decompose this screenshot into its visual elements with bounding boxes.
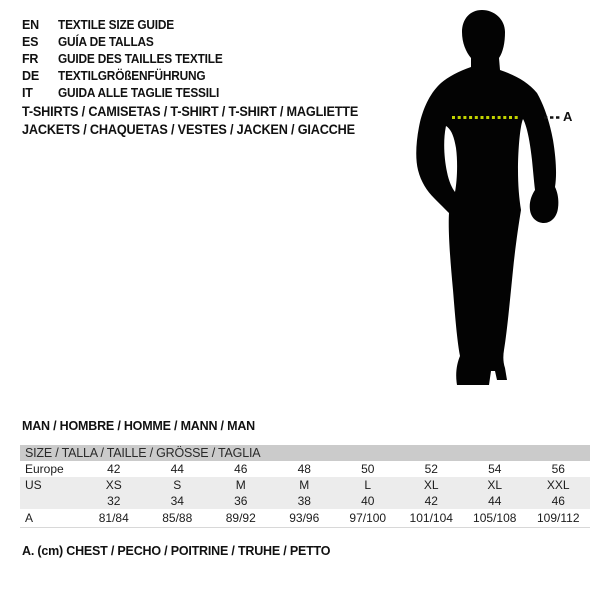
table-cell: S <box>173 478 182 492</box>
table-row-chest-a <box>20 509 590 527</box>
lang-row-fr <box>22 50 231 67</box>
table-cell: XL <box>423 478 439 492</box>
table-cell: 36 <box>234 494 248 508</box>
table-cell: 81/84 <box>98 511 129 525</box>
table-row-numeric <box>20 493 590 509</box>
table-cell: 93/96 <box>289 511 320 525</box>
table-cell: 97/100 <box>349 511 387 525</box>
size-table-header: SIZE / TALLA / TAILLE / GRÖSSE / TAGLIA <box>20 445 590 461</box>
table-cell: 50 <box>361 462 375 476</box>
table-cell: M <box>299 478 310 492</box>
table-cell: 42 <box>107 462 121 476</box>
lang-label: TEXTILGRÖßENFÜHRUNG <box>58 68 206 83</box>
table-cell: 46 <box>551 494 565 508</box>
row-label: Europe <box>25 462 64 476</box>
table-cell: 32 <box>107 494 121 508</box>
table-cell: 44 <box>488 494 502 508</box>
man-silhouette-body <box>416 10 558 385</box>
lang-row-es <box>22 33 231 50</box>
lang-code: IT <box>22 85 33 100</box>
lang-code: EN <box>22 17 39 32</box>
table-cell: XL <box>487 478 503 492</box>
table-cell: XXL <box>546 478 570 492</box>
table-cell: L <box>364 478 372 492</box>
table-cell: 54 <box>488 462 502 476</box>
category-jackets: JACKETS / CHAQUETAS / VESTES / JACKEN / GIACCHE <box>22 122 355 137</box>
table-cell: 109/112 <box>537 511 580 525</box>
table-cell: 52 <box>424 462 438 476</box>
lang-label: GUÍA DE TALLAS <box>58 34 154 49</box>
table-cell: 101/104 <box>409 511 453 525</box>
table-cell: XS <box>105 478 122 492</box>
lang-label: GUIDE DES TAILLES TEXTILE <box>58 51 223 66</box>
lang-label: TEXTILE SIZE GUIDE <box>58 17 175 32</box>
man-silhouette <box>414 6 594 390</box>
lang-code: DE <box>22 68 39 83</box>
table-cell: M <box>235 478 246 492</box>
language-list <box>22 16 231 101</box>
lang-code: FR <box>22 51 39 66</box>
table-cell: 48 <box>297 462 311 476</box>
table-cell: 38 <box>297 494 311 508</box>
row-label: A <box>25 511 34 525</box>
lang-row-it <box>22 84 231 101</box>
lang-label: GUIDA ALLE TAGLIE TESSILI <box>58 85 220 100</box>
table-cell: 89/92 <box>225 511 256 525</box>
lang-row-de <box>22 67 231 84</box>
table-cell: 40 <box>361 494 375 508</box>
row-label <box>20 493 82 509</box>
table-cell: 105/108 <box>473 511 517 525</box>
row-label: US <box>25 478 42 492</box>
table-cell: 56 <box>551 462 565 476</box>
table-cell: 34 <box>170 494 184 508</box>
section-title-man: MAN / HOMBRE / HOMME / MANN / MAN <box>22 419 255 433</box>
footnote-chest-measure: A. (cm) CHEST / PECHO / POITRINE / TRUHE / PETTO <box>22 544 331 558</box>
category-list <box>22 103 380 139</box>
table-cell: 44 <box>170 462 184 476</box>
size-table <box>20 445 590 528</box>
lang-code: ES <box>22 34 39 49</box>
table-row-us <box>20 477 590 493</box>
table-row-europe <box>20 461 590 477</box>
lang-row-en <box>22 16 231 33</box>
table-cell: 85/88 <box>162 511 193 525</box>
table-cell: 42 <box>424 494 438 508</box>
category-tshirts: T-SHIRTS / CAMISETAS / T-SHIRT / T-SHIRT / MAGLIETTE <box>22 104 359 119</box>
table-cell: 46 <box>234 462 248 476</box>
measure-label-a: A <box>563 109 573 124</box>
